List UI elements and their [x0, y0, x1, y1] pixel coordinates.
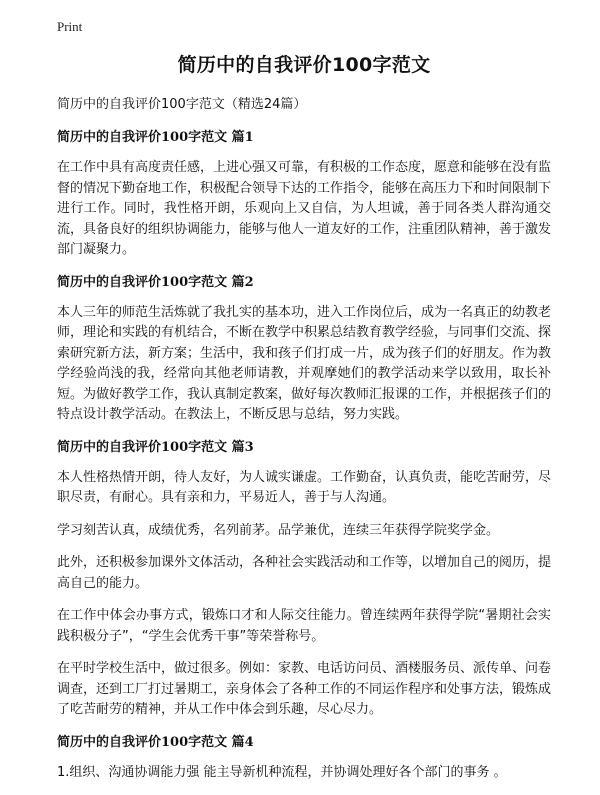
paragraph: 此外，还积极参加课外文体活动，各种社会实践活动和工作等，以增加自己的阅历，提高自己的能力。	[57, 555, 552, 591]
paragraph: 本人三年的师范生活炼就了我扎实的基本功，进入工作岗位后，成为一名真正的幼教老师，理论和实践的有机结合，不断在教学中积累总结教育教学经验，与同事们交流、探索研究新方法，新方案；生活中，我和孩子们打成一片，成为孩子们的好朋友。作为教学经验尚浅的我，经常向其他老师请教，并观摩她们的教学活动来学以致用，取长补短。为做好教学工作，我认真制定教案，做好每次教师汇报课的工作，并根据孩子们的特点设计教学活动。在教法上，不断反思与总结，努力实践。	[57, 304, 552, 422]
section-heading: 简历中的自我评价100字范文 篇1	[57, 130, 254, 145]
section-4	[57, 733, 551, 784]
document-page	[57, 52, 551, 795]
paragraph: 在工作中体会办事方式，锻炼口才和人际交往能力。曾连续两年获得学院“暑期社会实践积极分子”，“学生会优秀干事”等荣誉称号。	[57, 608, 551, 644]
section-heading: 简历中的自我评价100字范文 篇2	[57, 274, 254, 290]
section-2	[57, 273, 551, 426]
print-label: Print	[57, 19, 83, 34]
section-3	[57, 438, 551, 721]
document-title: 简历中的自我评价100字范文	[177, 54, 431, 76]
section-heading: 简历中的自我评价100字范文 篇3	[57, 439, 254, 455]
document-subtitle: 简历中的自我评价100字范文（精选24篇）	[57, 97, 307, 112]
paragraph: 学习刻苦认真，成绩优秀，名列前茅。品学兼优，连续三年获得学院奖学金。	[57, 522, 500, 538]
section-1	[57, 128, 551, 261]
paragraph: 在平时学校生活中，做过很多。例如：家教、电话访问员、酒楼服务员、派传单、问卷调查，还到工厂打过暑期工，亲身体会了各种工作的不同运作程序和处事方法，锻炼成了吃苦耐劳的精神，并从工作中体会到乐趣，尽心尽力。	[57, 661, 552, 717]
section-heading: 简历中的自我评价100字范文 篇4	[57, 734, 254, 750]
paragraph: 在工作中具有高度责任感，上进心强又可靠，有积极的工作态度，愿意和能够在没有监督的情况下勤奋地工作，积极配合领导下达的工作指令，能够在高压力下和时间限制下进行工作。同时，我性格开朗，乐观向上又自信，为人坦诚，善于同各类人群沟通交流，具备良好的组织协调能力，能够与他人一道友好的工作，注重团队精神，善于激发部门凝聚力。	[57, 160, 552, 257]
paragraph: 本人性格热情开朗，待人友好，为人诚实谦虚。工作勤奋，认真负责，能吃苦耐劳，尽职尽责，有耐心。具有亲和力，平易近人，善于与人沟通。	[57, 469, 552, 505]
paragraph: 1.组织、沟通协调能力强 能主导新机种流程，并协调处理好各个部门的事务 。	[57, 764, 507, 780]
